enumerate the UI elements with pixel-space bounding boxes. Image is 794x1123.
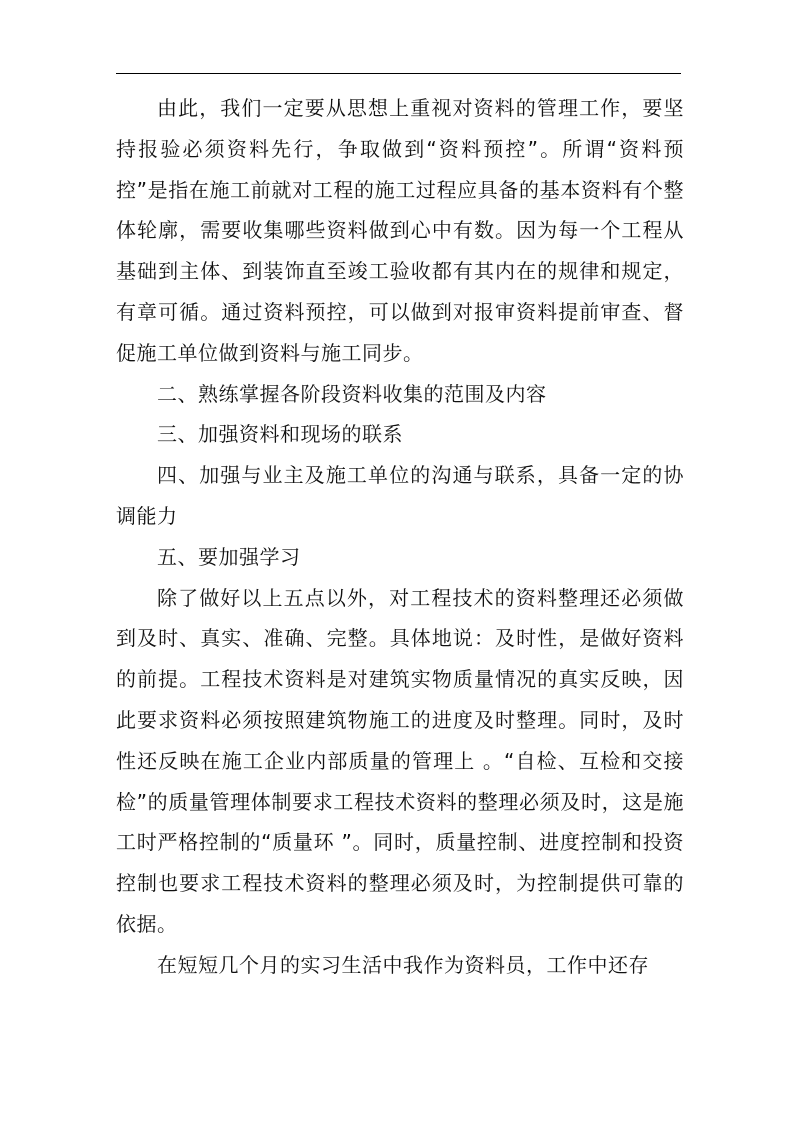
header-rule [116,73,681,74]
paragraph-requirements: 除了做好以上五点以外，对工程技术的资料整理还必须做到及时、真实、准确、完整。具体地说：及时性，是做好资料的前提。工程技术资料是对建筑实物质量情况的真实反映，因此要求资料必须按照建筑物施工的进度及时整理。同时，及时性还反映在施工企业内部质量的管理上 。“自检、互检和交接检”的质量管理体制要求工程技术资料的整理必须及时，这是施工时严格控制的“质量环 ”。同时，质量控制、进度控制和投资控制也要求工程技术资料的整理必须及时，为控制提供可靠的依据。 [116,585,684,936]
paragraph-internship: 在短短几个月的实习生活中我作为资料员，工作中还存 [157,952,649,977]
paragraph-data-preview: 由此，我们一定要从思想上重视对资料的管理工作，要坚持报验必须资料先行，争取做到“资料预控”。所谓“资料预控”是指在施工前就对工程的施工过程应具备的基本资料有个整体轮廓，需要收集哪些资料做到心中有数。因为每一个工程从基础到主体、到装饰直至竣工验收都有其内在的规律和规定，有章可循。通过资料预控，可以做到对报审资料提前审查、督促施工单位做到资料与施工同步。 [116,96,684,365]
paragraph-item-two: 二、熟练掌握各阶段资料收集的范围及内容 [157,381,547,406]
paragraph-item-four: 四、加强与业主及施工单位的沟通与联系，具备一定的协调能力 [116,463,684,528]
document-body [116,88,684,986]
paragraph-item-three: 三、加强资料和现场的联系 [157,422,403,447]
paragraph-item-five: 五、要加强学习 [157,544,301,569]
